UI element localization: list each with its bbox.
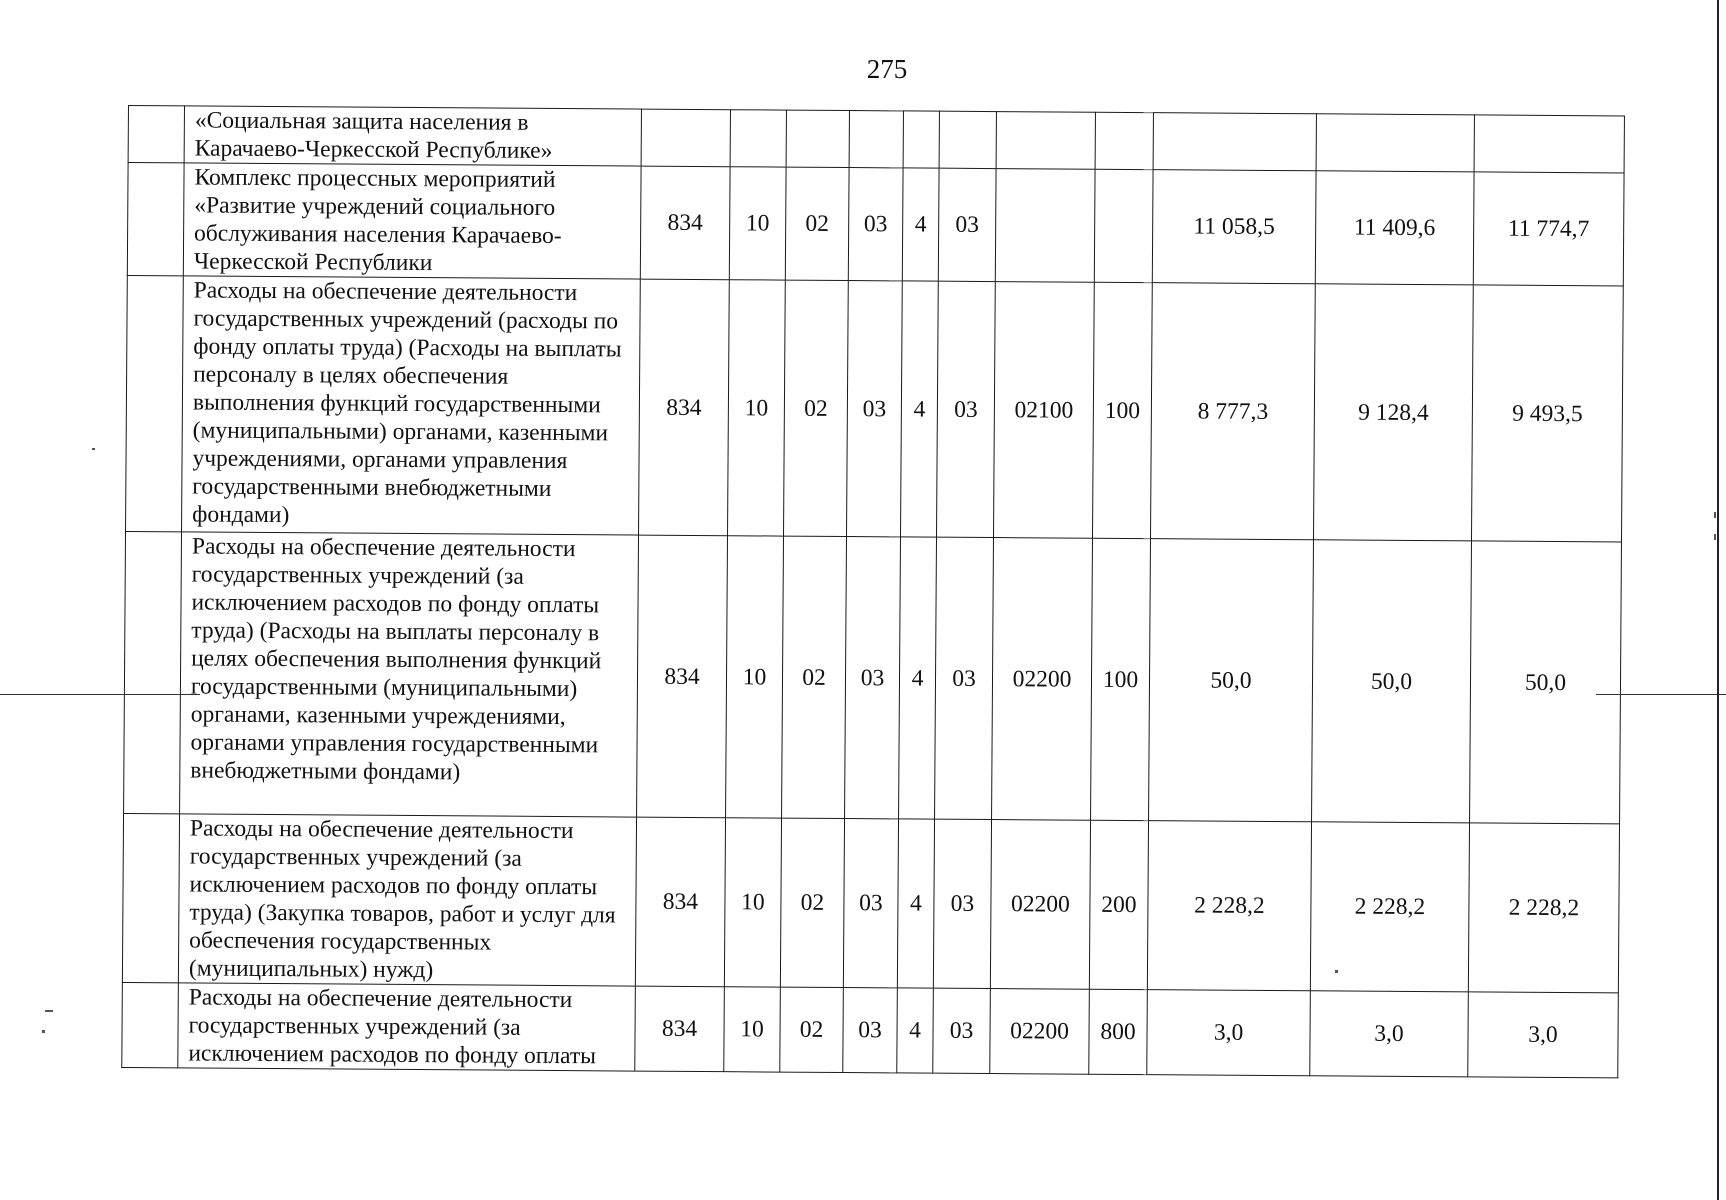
amount-2027: 2 228,2 — [1468, 823, 1619, 993]
col-cs-type: 4 — [899, 537, 937, 819]
col-cs-type: 4 — [902, 168, 939, 281]
amount-2025: 3,0 — [1147, 990, 1311, 1076]
amount-2027: 3,0 — [1468, 992, 1619, 1078]
col-rz: 10 — [724, 987, 781, 1072]
amount-2027: 50,0 — [1470, 541, 1622, 824]
row-number-cell — [126, 275, 184, 531]
expense-name-cell: Комплекс процессных мероприятий «Развитие учреждений социального обслуживания населения Карачаево-Черкесской Республики — [183, 163, 641, 279]
col-rz: 10 — [728, 280, 786, 536]
expense-name-cell: Расходы на обеспечение деятельности государственных учреждений (за исключением расходов по фонду оплаты труда) (Закупка товаров, работ и услуг для обеспечения государственных (муниципальных) нужд) — [178, 814, 636, 986]
expense-name-cell: Расходы на обеспечение деятельности государственных учреждений (расходы по фонду оплаты труда) (Расходы на выплаты персоналу в целях обеспечения выполнения функций государственными (муниципальными) органами, казенными учреждениями, органами управления государственными внебюджетными фондами) — [182, 276, 641, 535]
col-vr: 100 — [1092, 282, 1152, 538]
col-cs-complex: 03 — [933, 988, 991, 1073]
col-vr — [1094, 169, 1153, 282]
col-cs-program: 03 — [847, 281, 903, 537]
col-pr — [786, 110, 849, 167]
col-pr: 02 — [780, 818, 844, 987]
amount-2026: 2 228,2 — [1310, 822, 1469, 992]
scan-line-right — [1596, 694, 1726, 695]
col-cs-complex: 03 — [937, 281, 996, 537]
col-grbs — [641, 109, 730, 167]
row-number-cell — [124, 531, 182, 813]
table-row — [122, 982, 1619, 1077]
scan-speck — [1714, 512, 1716, 518]
col-cs-type: 4 — [901, 281, 939, 537]
col-vr: 200 — [1089, 820, 1148, 989]
budget-table — [121, 105, 1625, 1078]
scan-speck — [42, 1030, 45, 1033]
amount-2025: 2 228,2 — [1147, 821, 1311, 991]
row-number-cell — [127, 163, 184, 276]
amount-2026 — [1316, 114, 1474, 172]
col-pr: 02 — [784, 280, 849, 536]
col-pr: 02 — [780, 987, 844, 1072]
col-rz: 10 — [729, 167, 786, 280]
scan-line-left — [0, 694, 200, 695]
col-grbs: 834 — [637, 535, 728, 818]
amount-2026: 50,0 — [1312, 540, 1472, 823]
col-pr: 02 — [782, 536, 847, 818]
col-cs-complex: 03 — [935, 537, 994, 819]
amount-2027: 9 493,5 — [1471, 285, 1623, 542]
amount-2025: 8 777,3 — [1150, 283, 1315, 540]
col-rz: 10 — [724, 818, 781, 987]
col-cs-direction: 02100 — [994, 282, 1095, 539]
row-number-cell — [122, 813, 179, 982]
scan-speck — [92, 448, 95, 450]
amount-2026: 3,0 — [1310, 991, 1469, 1077]
expense-name-cell: Расходы на обеспечение деятельности государственных учреждений (за исключением расходов по фонду оплаты труда) (Расходы на выплаты персоналу в целях обеспечения выполнения функций государственными (муниципальными) органами, казенными учреждениями, органами управления государственными внебюджетными фондами) — [180, 532, 639, 817]
col-grbs: 834 — [640, 166, 730, 280]
col-grbs: 834 — [635, 986, 725, 1072]
col-cs-complex: 03 — [938, 168, 996, 281]
row-number-cell — [122, 982, 179, 1067]
table-row — [126, 275, 1624, 541]
amount-2027: 11 774,7 — [1473, 172, 1624, 286]
scan-speck — [45, 1010, 53, 1012]
table-row — [124, 531, 1622, 823]
col-cs-direction: 02200 — [992, 538, 1093, 821]
amount-2027 — [1474, 115, 1624, 173]
col-cs-program: 03 — [843, 819, 898, 988]
col-grbs: 834 — [639, 279, 730, 536]
amount-2026: 9 128,4 — [1313, 284, 1473, 541]
col-cs-type — [903, 111, 939, 168]
table-row — [122, 813, 1619, 992]
col-vr — [1095, 112, 1153, 169]
table-row — [127, 163, 1624, 286]
amount-2026: 11 409,6 — [1315, 171, 1474, 285]
row-number-cell — [128, 106, 184, 163]
col-cs-program: 03 — [848, 168, 903, 281]
col-rz: 10 — [726, 536, 784, 818]
col-cs-type: 4 — [897, 988, 934, 1073]
col-cs-program: 03 — [845, 537, 901, 819]
col-cs-direction — [995, 169, 1095, 283]
expense-name-cell: Расходы на обеспечение деятельности государственных учреждений (за исключением расходов по фонду оплаты — [178, 983, 636, 1071]
expense-name-cell: «Социальная защита населения в Карачаево-Черкесской Республике» — [184, 106, 641, 166]
scan-speck — [1335, 970, 1338, 973]
col-cs-direction: 02200 — [990, 820, 1090, 990]
amount-2025 — [1153, 113, 1316, 171]
col-cs-complex — [939, 111, 996, 168]
col-rz — [730, 110, 786, 167]
col-pr: 02 — [785, 167, 849, 280]
amount-2025: 11 058,5 — [1152, 170, 1316, 284]
col-cs-complex: 03 — [933, 819, 991, 988]
col-grbs: 834 — [635, 817, 725, 987]
col-vr: 100 — [1091, 538, 1151, 820]
scan-page-edge — [1717, 0, 1719, 1200]
col-cs-program: 03 — [843, 988, 898, 1073]
amount-2025: 50,0 — [1149, 539, 1314, 822]
page-number: 275 — [866, 54, 908, 84]
table-row — [128, 106, 1624, 173]
col-cs-type: 4 — [897, 819, 934, 988]
col-vr: 800 — [1089, 989, 1148, 1074]
col-cs-direction: 02200 — [990, 989, 1090, 1075]
col-cs-direction — [996, 112, 1095, 170]
col-cs-program — [849, 111, 903, 168]
scan-speck — [1714, 534, 1716, 540]
